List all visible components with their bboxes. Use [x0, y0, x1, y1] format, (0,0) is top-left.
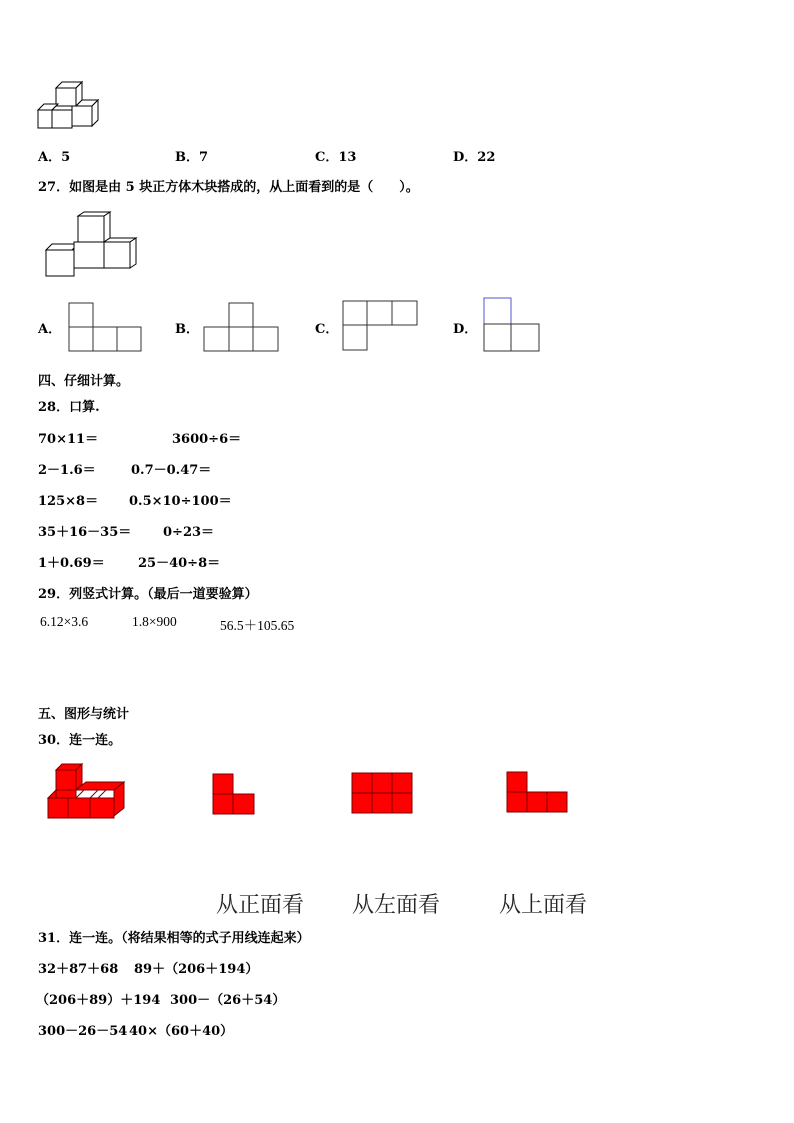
- q31-r1-left: 32＋87＋68: [38, 962, 119, 977]
- q31-r1-right: 89＋（206＋194）: [134, 962, 259, 977]
- q28-r5-left: 1＋0.69＝: [38, 556, 105, 571]
- q27-cube-figure: [44, 212, 140, 278]
- q29-item-2: 1.8×900: [132, 614, 177, 629]
- q30-view-long-l-shape: [506, 771, 568, 813]
- q28-title: 28．口算.: [38, 400, 100, 415]
- q26-option-b[interactable]: B．7: [175, 150, 209, 165]
- q28-r3-right: 0.5×10÷100＝: [129, 494, 232, 509]
- q30-view-rectangle: [351, 772, 413, 814]
- q29-title: 29．列竖式计算。（最后一道要验算）: [38, 587, 258, 602]
- q31-r3-right: 40×（60＋40）: [129, 1024, 234, 1039]
- q27-option-a[interactable]: A．: [38, 322, 62, 337]
- q29-item-3: 56.5＋105.65: [220, 618, 295, 633]
- q28-r1-left: 70×11＝: [38, 432, 99, 447]
- q26-option-a[interactable]: A．5: [38, 150, 71, 165]
- q31-r3-left: 300－26－54: [38, 1024, 128, 1039]
- section4-title: 四、仔细计算。: [38, 374, 130, 389]
- q28-r2-left: 2－1.6＝: [38, 463, 96, 478]
- q28-r3-left: 125×8＝: [38, 494, 99, 509]
- q28-r4-left: 35＋16－35＝: [38, 525, 132, 540]
- q27-option-a-grid: [68, 302, 142, 352]
- section5-title: 五、图形与统计: [38, 707, 130, 722]
- q30-label-top: 从上面看: [499, 893, 588, 918]
- q30-title: 30．连一连。: [38, 733, 122, 748]
- q27-option-b-grid: [203, 302, 279, 352]
- q28-r1-right: 3600÷6＝: [172, 432, 242, 447]
- q27-option-c-grid: [342, 300, 418, 352]
- q30-label-left: 从左面看: [352, 893, 441, 918]
- q28-r2-right: 0.7－0.47＝: [131, 463, 212, 478]
- q30-red-solid-figure: [46, 760, 126, 820]
- q31-r2-right: 300－（26＋54）: [170, 993, 286, 1008]
- q27-option-d[interactable]: D．: [453, 322, 478, 337]
- q27-option-b[interactable]: B．: [175, 322, 199, 337]
- q28-r5-right: 25－40÷8＝: [138, 556, 221, 571]
- q27-option-d-grid: [483, 297, 541, 353]
- q27-option-c[interactable]: C．: [315, 322, 339, 337]
- q27-question: 27．如图是由 5 块正方体木块搭成的，从上面看到的是（ ）。: [38, 180, 419, 195]
- q31-title: 31．连一连。（将结果相等的式子用线连起来）: [38, 931, 310, 946]
- q30-label-front: 从正面看: [216, 893, 305, 918]
- q31-r2-left: （206＋89）＋194: [36, 993, 161, 1008]
- q30-view-l-shape: [212, 773, 256, 815]
- q29-item-1: 6.12×3.6: [40, 614, 89, 629]
- q26-cube-figure: [36, 80, 102, 132]
- q26-option-d[interactable]: D．22: [453, 150, 496, 165]
- q28-r4-right: 0÷23＝: [163, 525, 215, 540]
- q26-option-c[interactable]: C．13: [315, 150, 357, 165]
